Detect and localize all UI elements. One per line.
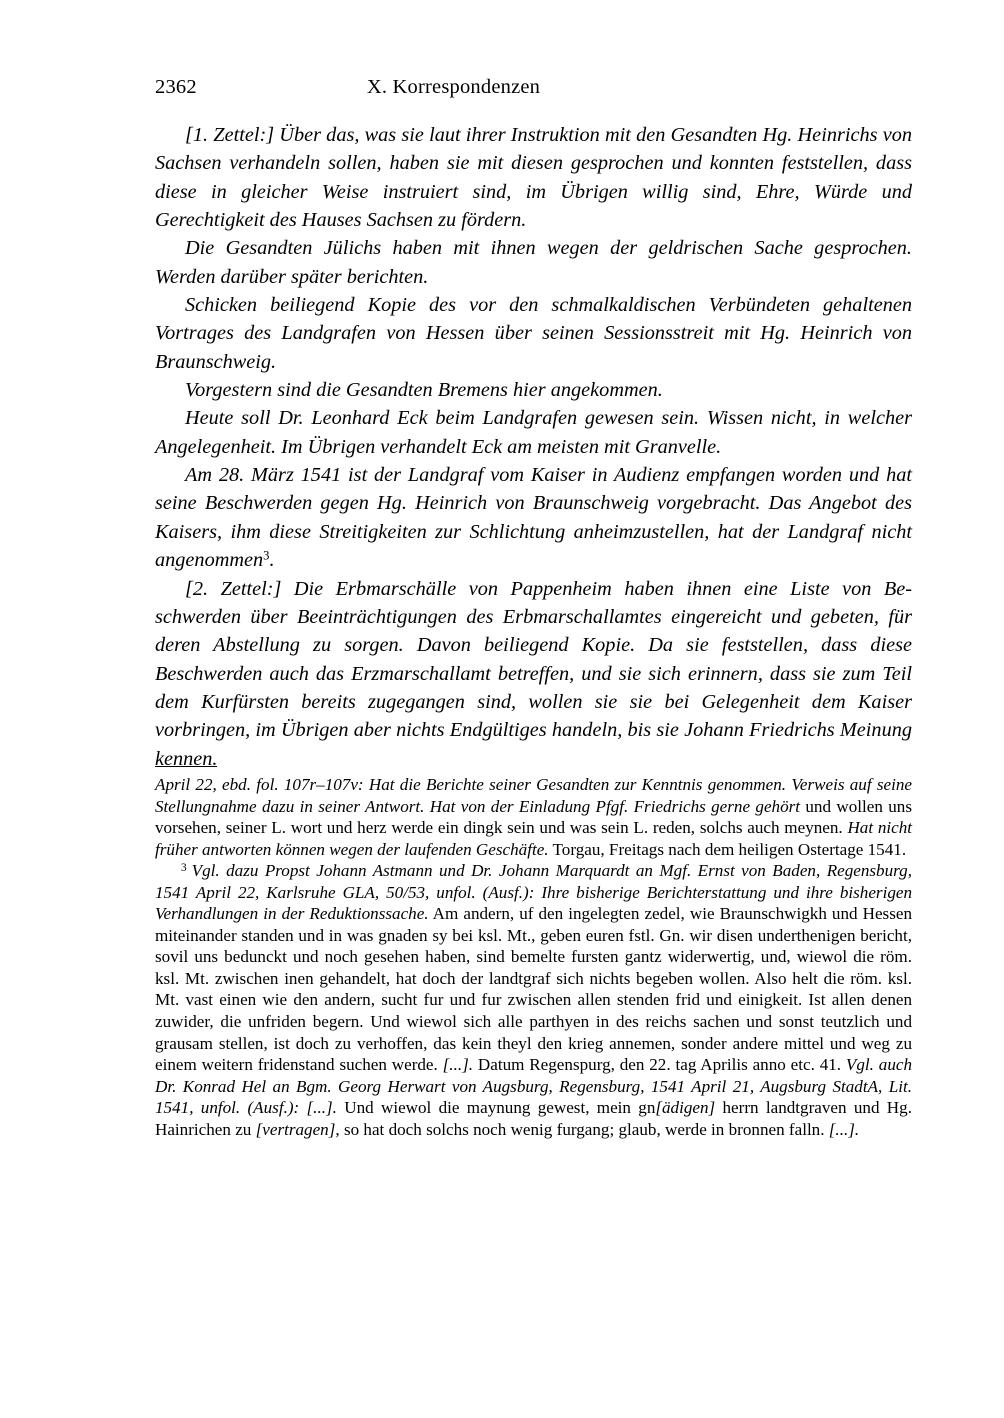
footnote-reference-3[interactable]: 3 <box>263 548 270 563</box>
body-paragraph: [2. Zettel:] Die Erbmarschälle von Pappenheim haben ihnen eine Liste von Be-schwerden über Beeinträchtigungen des Erbmarschallamtes eingereicht und gebeten, für deren Abstellung zu sorgen. Davon beiliegend Kopie. Da sie feststellen, dass diese Beschwerden auch das Erzmarschallamt betreffen, und sie sich erinnern, dass sie zum Teil dem Kurfürsten bereits zugegangen sind, wollen sie sie bei Gelegenheit dem Kaiser vorbringen, im Übrigen aber nichts Endgültiges handeln, bis sie Johann Friedrichs Meinung kennen. <box>155 577 912 770</box>
paragraph-tail: . <box>269 549 275 572</box>
footnote-segment-roman: und wollen uns vorsehen, seiner L. wort und herz werde ein dingk sein und was sein L. reden, solchs auch meynen. <box>155 796 912 838</box>
footnote-list <box>155 774 912 1140</box>
footnote-segment-roman: Und wiewol die maynung gewest, mein gn <box>336 1098 656 1118</box>
footnote-segment-italic: [vertragen] <box>255 1119 336 1139</box>
footnote-segment-italic: Vgl. dazu Propst Johann Astmann und Dr. Johann Marquardt an Mgf. Ernst von Baden, Regensburg, 1541 April 22, Karlsruhe GLA, 50/53, unfol. (Ausf.): Ihre bisherige Berichterstattung und ihre bisherigen Verhandlungen in der Reduktionssache. <box>155 861 912 924</box>
footnote-separator-rule <box>155 766 217 767</box>
footnote-segment-roman: Am andern, uf den ingelegten zedel, wie Braunschwigkh und Hessen miteinander standen und in was gnaden sy bei ksl. Mt., geben euren fstl. Gn. wir disen underthenigen bericht, sovil uns bedunckt und noch gesehen haben, sind bemelte fursten gantz widerwertig, und, wiewol die röm. ksl. Mt. zwischen inen gehandelt, hat doch der landtgraf sich nichts begeben wollen. Also helt die röm. ksl. Mt. vast einen wie den andern, sucht fur und fur zwischen allen stenden frid und einigkeit. Ist allen denen zuwider, die unfriden begern. Und wiewol sich alle parthyen in des reichs sachen und sonst teutzlich und grausam stellen, ist doch zu verhoffen, das kein theyl den krieg annemen, sonder andere mittel und weg zu einem weitern fridenstand suchen werde. <box>155 904 912 1075</box>
footnote-segment-roman: , so hat doch solchs noch wenig furgang; glaub, werde in bronnen falln. <box>335 1119 829 1139</box>
page-content <box>155 72 912 773</box>
body-paragraph: [1. Zettel:] Über das, was sie laut ihrer Instruktion mit den Gesandten Hg. Heinrichs von Sachsen verhandeln sollen, haben sie mit diesen gesprochen und konnten feststellen, dass diese in gleicher Weise instruiert sind, im Übrigen willig sind, Ehre, Würde und Gerechtigkeit des Hauses Sachsen zu fördern. <box>155 124 912 232</box>
running-title: X. Korrespondenzen <box>366 76 541 98</box>
body-paragraph: Die Gesandten Jülichs haben mit ihnen wegen der geldrischen Sache gesprochen. Werden darüber später berichten. <box>155 237 912 288</box>
footnote-segment-italic: Hat nicht früher antworten können wegen der laufenden Geschäfte. <box>155 818 912 859</box>
body-paragraph: Vorgestern sind die Gesandten Bremens hier angekommen. <box>185 379 663 402</box>
body-paragraph: Schicken beiliegend Kopie des vor den schmalkaldischen Verbündeten gehaltenen Vortrages des Landgrafen von Hessen über seinen Sessionsstreit mit Hg. Heinrich von Braunschweig. <box>155 294 912 373</box>
running-head <box>155 72 912 102</box>
body-paragraph-with-footnote <box>155 461 912 574</box>
footnote-segment-italic: [...]. <box>828 1119 860 1139</box>
footnote-segment-roman: Datum Regenspurg, den 22. tag Aprilis anno etc. 41. <box>473 1055 846 1075</box>
footnote-segment-roman: Torgau, Freitags nach dem heiligen Ostertage 1541. <box>548 839 907 859</box>
footnote-segment-italic: [...]. <box>442 1055 474 1075</box>
body-text <box>155 121 912 773</box>
footnote-segment-italic: April 22, ebd. fol. 107r–107v: Hat die Berichte seiner Gesandten zur Kenntnis genommen. Verweis auf seine Stellungnahme dazu in seiner Antwort. Hat von der Einladung Pfgf. Friedrichs gerne gehört <box>155 775 912 816</box>
footnote-number: 3 <box>181 861 187 874</box>
footnote-area <box>155 766 912 1140</box>
body-paragraph: Heute soll Dr. Leonhard Eck beim Landgrafen gewesen sein. Wissen nicht, in welcher Angelegenheit. Im Übrigen verhandelt Eck am meisten mit Granvelle. <box>155 407 912 458</box>
footnote-segment-italic: [ädigen] <box>655 1098 716 1118</box>
footnote-continued <box>155 774 912 860</box>
page-number: 2362 <box>155 76 197 98</box>
paragraph-text: Am 28. März 1541 ist der Landgraf vom Kaiser in Audienz empfangen worden und hat seine Beschwerden gegen Hg. Heinrich von Braunschweig vorgebracht. Das Angebot des Kaisers, ihm diese Streitigkeiten zur Schlichtung anheimzustellen, hat der Landgraf nicht angenommen <box>155 464 912 572</box>
footnote-3 <box>155 860 912 1140</box>
footnote-segment-roman: herrn landtgraven und Hg. Hainrichen zu <box>155 1098 912 1139</box>
footnote-segment-italic: Vgl. auch Dr. Konrad Hel an Bgm. Georg Herwart von Augsburg, Regensburg, 1541 April 21, Augsburg StadtA, Lit. 1541, unfol. (Ausf.): [...]. <box>155 1055 913 1118</box>
